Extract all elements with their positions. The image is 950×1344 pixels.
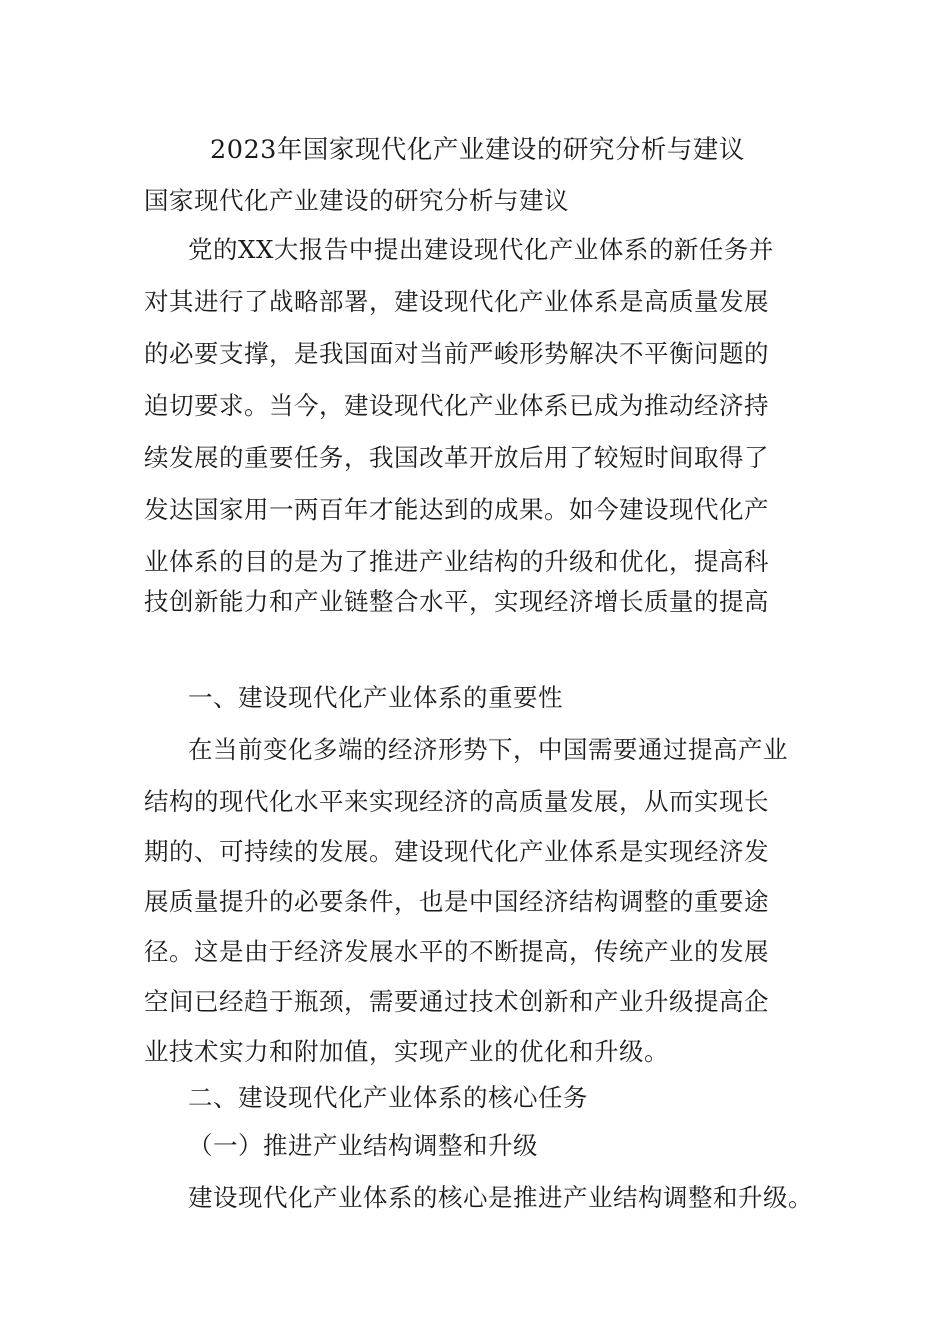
- section2-sub1-line-1: 建设现代化产业体系的核心是推进产业结构调整和升级。: [188, 1183, 813, 1212]
- intro-line-2: 对其进行了战略部署，建设现代化产业体系是高质量发展: [144, 287, 769, 316]
- section1-line-7: 业技术实力和附加值，实现产业的优化和升级。: [144, 1037, 669, 1066]
- section1-line-4: 展质量提升的必要条件，也是中国经济结构调整的重要途: [144, 887, 769, 916]
- section2-heading: 二、建设现代化产业体系的核心任务: [188, 1083, 588, 1112]
- section1-line-2: 结构的现代化水平来实现经济的高质量发展，从而实现长: [144, 787, 769, 816]
- intro-line-8: 技创新能力和产业链整合水平，实现经济增长质量的提高: [144, 587, 769, 616]
- section1-heading: 一、建设现代化产业体系的重要性: [188, 683, 563, 712]
- section2-sub1-heading: （一）推进产业结构调整和升级: [188, 1131, 538, 1160]
- section1-line-6: 空间已经趋于瓶颈，需要通过技术创新和产业升级提高企: [144, 987, 769, 1016]
- intro-line-6: 发达国家用一两百年才能达到的成果。如今建设现代化产: [144, 495, 769, 524]
- document-subtitle: 国家现代化产业建设的研究分析与建议: [144, 186, 569, 215]
- intro-line-3: 的必要支撑，是我国面对当前严峻形势解决不平衡问题的: [144, 339, 769, 368]
- intro-line-5: 续发展的重要任务，我国改革开放后用了较短时间取得了: [144, 443, 769, 472]
- intro-line-7: 业体系的目的是为了推进产业结构的升级和优化，提高科: [144, 547, 769, 576]
- section1-line-1: 在当前变化多端的经济形势下，中国需要通过提高产业: [188, 735, 788, 764]
- intro-line-1: 党的XX大报告中提出建设现代化产业体系的新任务并: [188, 235, 774, 264]
- document-title: 2023年国家现代化产业建设的研究分析与建议: [210, 135, 745, 165]
- section1-line-5: 径。这是由于经济发展水平的不断提高，传统产业的发展: [144, 937, 769, 966]
- section1-line-3: 期的、可持续的发展。建设现代化产业体系是实现经济发: [144, 837, 769, 866]
- intro-line-4: 迫切要求。当今，建设现代化产业体系已成为推动经济持: [144, 391, 769, 420]
